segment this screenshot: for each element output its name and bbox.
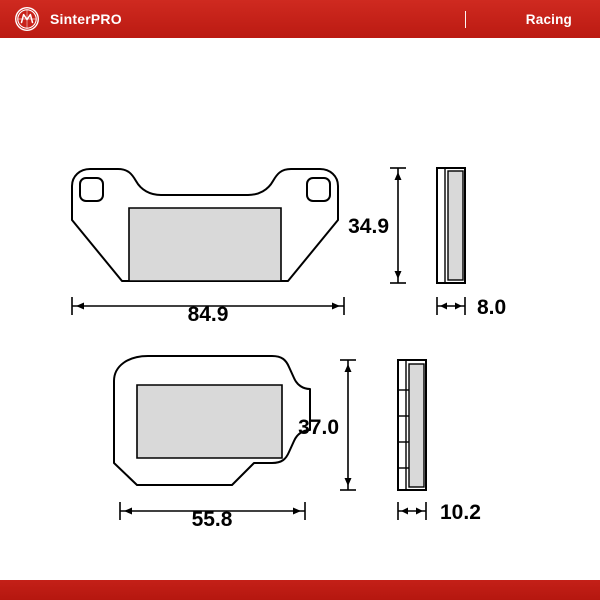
brand-name: SinterPRO [50, 11, 122, 27]
bottom-pad-front-view [114, 356, 310, 485]
header-divider [465, 11, 466, 28]
top-width-label: 84.9 [187, 303, 229, 326]
footer-bar [0, 580, 600, 600]
top-pad-front-view [72, 169, 338, 281]
friction-material [137, 385, 282, 458]
diagram-canvas [0, 38, 600, 600]
bottom-thickness-label: 10.2 [440, 501, 481, 524]
bottom-height-label: 37.0 [298, 416, 339, 439]
sinter-logo-icon [14, 6, 40, 32]
top-height-label: 34.9 [348, 215, 389, 238]
dimension-drawing [0, 38, 600, 600]
friction-material [129, 208, 281, 281]
top-height-dimension [348, 168, 406, 283]
product-category: Racing [525, 11, 572, 27]
bottom-height-dimension [298, 360, 356, 490]
top-pad-side-view [437, 168, 465, 283]
bottom-width-label: 55.8 [191, 508, 233, 531]
top-thickness-label: 8.0 [477, 296, 507, 319]
bottom-thickness-dimension [398, 501, 481, 524]
header-bar [0, 0, 600, 38]
top-thickness-dimension [437, 296, 506, 319]
top-width-dimension [72, 297, 344, 326]
mounting-hole-left [80, 178, 103, 201]
mounting-hole-right [307, 178, 330, 201]
bottom-pad-side-view [398, 360, 426, 490]
